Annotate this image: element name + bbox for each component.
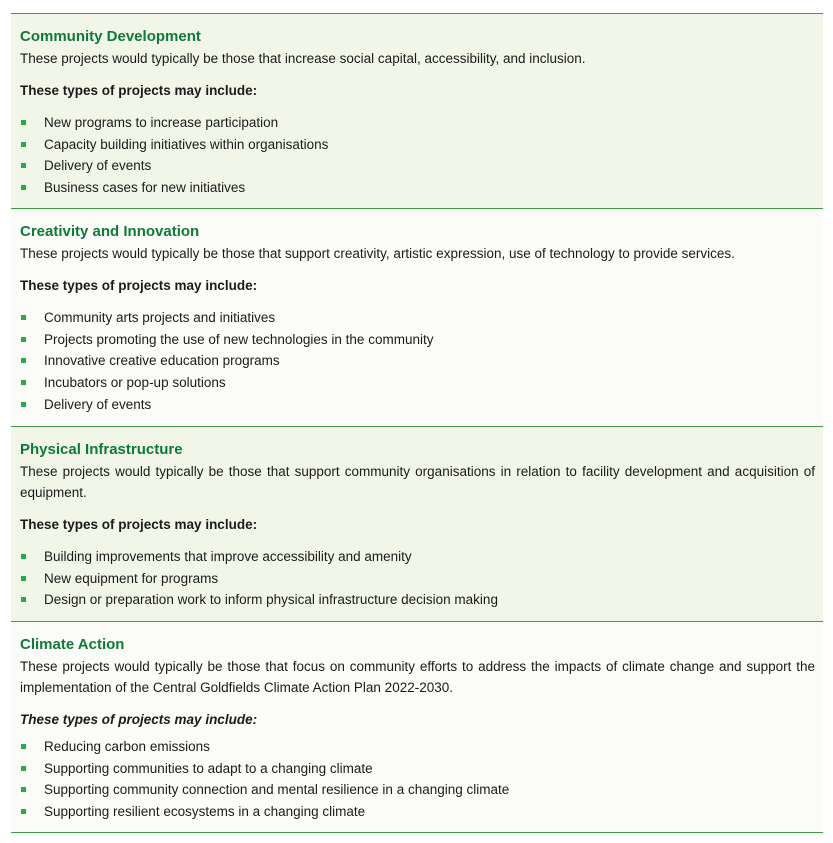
square-bullet-icon <box>21 809 26 814</box>
list-item <box>20 779 815 801</box>
list-item <box>20 801 815 823</box>
square-bullet-icon <box>21 185 26 190</box>
square-bullet-icon <box>21 380 26 385</box>
square-bullet-icon <box>21 337 26 342</box>
square-bullet-icon <box>21 142 26 147</box>
project-list <box>20 736 815 823</box>
project-list <box>20 112 815 199</box>
list-item <box>20 307 815 329</box>
list-item-text: Supporting community connection and mental resilience in a changing climate <box>44 782 510 798</box>
list-item-text: Incubators or pop-up solutions <box>44 375 226 391</box>
section-lead: These types of projects may include: <box>20 517 258 532</box>
list-item <box>20 177 815 199</box>
list-item-text: Building improvements that improve accessibility and amenity <box>44 549 412 564</box>
list-item-text: New programs to increase participation <box>44 115 279 130</box>
section-creativity-innovation <box>11 209 823 427</box>
list-item <box>20 758 815 780</box>
list-item-text: Business cases for new initiatives <box>44 180 246 196</box>
list-item <box>20 372 815 394</box>
section-title: Physical Infrastructure <box>20 441 183 458</box>
list-item <box>20 394 815 416</box>
list-item-text: Delivery of events <box>44 158 152 174</box>
square-bullet-icon <box>21 315 26 320</box>
list-item-text: Innovative creative education programs <box>44 353 280 369</box>
square-bullet-icon <box>21 787 26 792</box>
section-lead: These types of projects may include: <box>20 278 258 293</box>
list-item-text: Projects promoting the use of new technologies in the community <box>44 331 434 347</box>
section-lead: These types of projects may include: <box>20 712 258 727</box>
list-item-text: New equipment for programs <box>44 570 219 586</box>
section-physical-infrastructure <box>11 427 823 622</box>
section-description: These projects would typically be those that increase social capital, accessibility, and inclusion. <box>20 51 586 66</box>
list-item <box>20 329 815 351</box>
section-lead: These types of projects may include: <box>20 83 258 98</box>
list-item-text: Reducing carbon emissions <box>44 739 210 754</box>
square-bullet-icon <box>21 576 26 581</box>
square-bullet-icon <box>21 358 26 363</box>
list-item <box>20 155 815 177</box>
list-item <box>20 546 815 568</box>
square-bullet-icon <box>21 554 26 559</box>
list-item <box>20 134 815 156</box>
list-item <box>20 350 815 372</box>
section-title: Community Development <box>20 28 201 45</box>
project-list <box>20 307 815 416</box>
section-title: Creativity and Innovation <box>20 223 200 240</box>
list-item-text: Supporting communities to adapt to a changing climate <box>44 760 373 776</box>
list-item <box>20 589 815 611</box>
section-description: These projects would typically be those that support community organisations in relation to facility development and acquisition of equipment. <box>20 464 815 500</box>
list-item-text: Capacity building initiatives within organisations <box>44 136 329 152</box>
project-categories <box>11 13 823 833</box>
list-item-text: Design or preparation work to inform physical infrastructure decision making <box>44 592 498 608</box>
square-bullet-icon <box>21 120 26 125</box>
square-bullet-icon <box>21 597 26 602</box>
section-title: Climate Action <box>20 636 125 653</box>
project-list <box>20 546 815 611</box>
list-item-text: Community arts projects and initiatives <box>44 310 276 325</box>
square-bullet-icon <box>21 744 26 749</box>
square-bullet-icon <box>21 402 26 407</box>
list-item <box>20 568 815 590</box>
list-item <box>20 112 815 134</box>
section-community-development <box>11 14 823 209</box>
list-item-text: Delivery of events <box>44 396 152 412</box>
section-description: These projects would typically be those that focus on community efforts to address the impacts of climate change and support the implementation of the Central Goldfields Climate Action Plan 2022-2030. <box>20 659 815 695</box>
section-climate-action <box>11 622 823 833</box>
square-bullet-icon <box>21 766 26 771</box>
square-bullet-icon <box>21 163 26 168</box>
list-item-text: Supporting resilient ecosystems in a changing climate <box>44 804 366 820</box>
list-item <box>20 736 815 758</box>
section-description: These projects would typically be those that support creativity, artistic expression, use of technology to provide services. <box>20 246 735 261</box>
